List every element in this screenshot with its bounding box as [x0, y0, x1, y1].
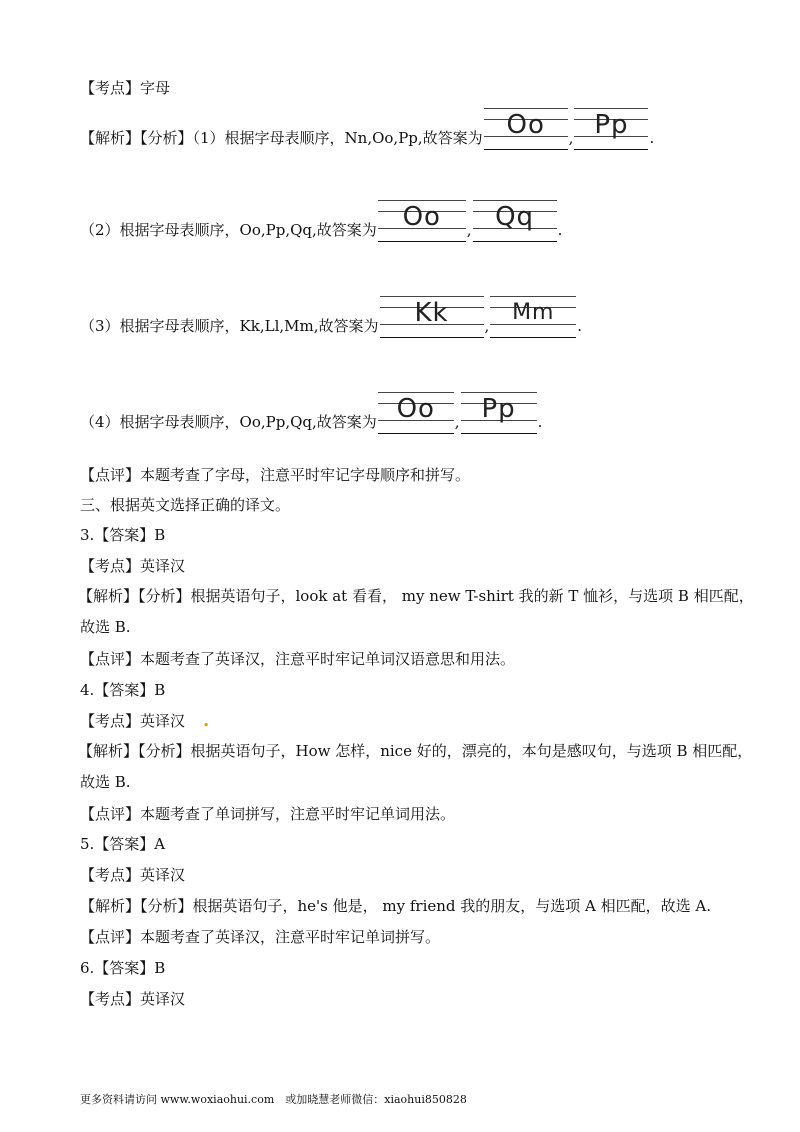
- period: .: [557, 221, 563, 239]
- kaodian-4: 【考点】英译汉: [80, 712, 186, 730]
- parse-3-line2: 故选 B.: [80, 618, 131, 636]
- parse-line-4: [80, 392, 542, 434]
- answer-6: 6.【答案】B: [80, 959, 166, 977]
- comma: ,: [454, 413, 460, 431]
- answer-grid-1a: [484, 108, 568, 150]
- comment-letters: 【点评】本题考查了字母，注意平时牢记字母顺序和拼写。: [80, 466, 471, 484]
- answer-grid-3a: [380, 296, 484, 338]
- highlight-dot: .: [203, 710, 210, 731]
- parse-text-4: （4）根据字母表顺序，Oo,Pp,Qq,故答案为: [80, 413, 377, 431]
- section-3-title: 三、根据英文选择正确的译文。: [80, 496, 291, 514]
- period: .: [649, 129, 655, 147]
- comment-4: 【点评】本题考查了单词拼写，注意平时牢记单词用法。: [80, 805, 456, 823]
- comment-5: 【点评】本题考查了英译汉，注意平时牢记单词拼写。: [80, 928, 441, 946]
- page-footer: 更多资料请访问 www.woxiaohui.com 或加晓慧老师微信：xiaohui850828: [80, 1093, 467, 1106]
- answer-grid-3b: [490, 296, 576, 338]
- answer-4: 4.【答案】B: [80, 681, 166, 699]
- kaodian-5: 【考点】英译汉: [80, 866, 186, 884]
- parse-4-line2: 故选 B.: [80, 773, 131, 791]
- kaodian-letters: 【考点】字母: [80, 79, 171, 97]
- answer-grid-2a: [378, 200, 466, 242]
- answer-grid-4b: [461, 392, 537, 434]
- period: .: [577, 317, 583, 335]
- answer-grid-2b: [473, 200, 557, 242]
- parse-line-1: [80, 108, 654, 150]
- answer-4b: Pp: [481, 394, 516, 424]
- answer-2b: Qq: [495, 202, 535, 232]
- parse-line-2: [80, 200, 562, 242]
- comma: ,: [568, 129, 574, 147]
- parse-5-line1: 【解析】【分析】根据英语句子，he's 他是， my friend 我的朋友，与选项 A 相匹配，故选 A.: [80, 897, 712, 915]
- answer-5: 5.【答案】A: [80, 835, 166, 853]
- kaodian-6: 【考点】英译汉: [80, 990, 186, 1008]
- comma: ,: [484, 317, 490, 335]
- answer-grid-1b: [574, 108, 648, 150]
- answer-1a: Oo: [506, 110, 545, 140]
- kaodian-3: 【考点】英译汉: [80, 557, 186, 575]
- answer-3a: Kk: [414, 298, 449, 328]
- answer-grid-4a: [378, 392, 454, 434]
- answer-4a: Oo: [396, 394, 435, 424]
- comment-3: 【点评】本题考查了英译汉，注意平时牢记单词汉语意思和用法。: [80, 650, 516, 668]
- parse-text-1: 【解析】【分析】（1）根据字母表顺序，Nn,Oo,Pp,故答案为: [80, 129, 483, 147]
- parse-text-3: （3）根据字母表顺序，Kk,Ll,Mm,故答案为: [80, 317, 379, 335]
- answer-3b: Mm: [512, 300, 555, 325]
- parse-text-2: （2）根据字母表顺序，Oo,Pp,Qq,故答案为: [80, 221, 377, 239]
- comma: ,: [466, 221, 472, 239]
- answer-2a: Oo: [402, 202, 441, 232]
- period: .: [537, 413, 543, 431]
- answer-3: 3.【答案】B: [80, 526, 166, 544]
- parse-3-line1: 【解析】【分析】根据英语句子，look at 看看， my new T-shirt 我的新 T 恤衫，与选项 B 相匹配，: [78, 587, 754, 605]
- parse-4-line1: 【解析】【分析】根据英语句子，How 怎样，nice 好的，漂亮的，本句是感叹句，与选项 B 相匹配，: [78, 742, 753, 760]
- parse-line-3: [80, 296, 582, 338]
- answer-1b: Pp: [594, 110, 629, 140]
